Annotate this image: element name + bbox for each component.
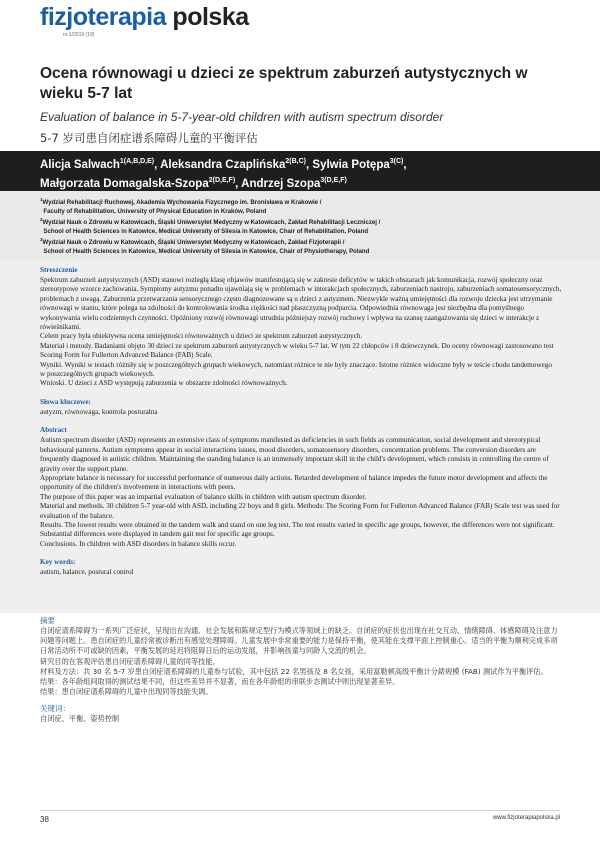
streszczenie-heading: Streszczenie	[40, 266, 78, 274]
affiliation-item	[40, 216, 570, 236]
abstract-paragraph: Results. The lowest results were obtained in the tandem walk and stand on one leg test. The test results varied in specific age groups, however, the differences were not significant. Substantial differences were displayed in tandem gait test for specific age groups.	[40, 520, 555, 539]
author-contrib: 3(D,E,F)	[320, 176, 347, 184]
author-contrib: 2(D,E,F)	[208, 176, 236, 184]
streszczenie-paragraph: Materiał i metody. Badaniami objęto 30 dzieci ze spektrum zaburzeń autystycznych w wieku 5-7 lat. W tym 22 chłopców i 8 dziewczynek. Do oceny równowagi zastosowano test Scoring Form for Fullerton Advanced Balance (FAB) Scale.	[40, 341, 554, 360]
title-polish: Ocena równowagi u dzieci ze spektrum zaburzeń autystycznych w wieku 5-7 lat	[40, 65, 528, 102]
affiliation-line: Wydział Nauk o Zdrowiu w Katowicach, Śląski Uniwersytet Medyczny w Katowicach, Zakład Rehabilitacji Leczniczej /	[42, 219, 381, 227]
abstract-content	[40, 266, 562, 578]
logo-part-fizjoterapia: fizjoterapia	[40, 3, 166, 31]
abstract-paragraph: The purpose of this paper was an impartial evaluation of balance skills in children with autism spectrum disorder.	[40, 492, 367, 501]
author-separator: ,	[235, 177, 242, 190]
title-chinese: 5-7 岁司患自闭症谱系障碍儿童的平衡评估	[40, 131, 258, 145]
key-words-heading: Key words:	[40, 558, 76, 567]
affiliation-item	[40, 236, 570, 256]
author-separator: ,	[403, 158, 407, 171]
author-name: Aleksandra Czaplińska	[160, 158, 286, 171]
slowa-kluczowe-heading: Słowa kluczowe:	[40, 397, 91, 406]
key-words-text: autism, balance, postural control	[40, 568, 134, 577]
logo-part-polska: polska	[165, 3, 249, 31]
affiliation-line: School of Health Sciences in Katowice, Medical University of Silesia in Katowice, Chair of Physiotherapy, Poland	[43, 248, 370, 256]
journal-url[interactable]: www.fizjoterapiapolska.pl	[492, 815, 560, 821]
affiliation-line: Wydział Nauk o Zdrowiu w Katowicach, Śląski Uniwersytet Medyczny w Katowicach, Zakład Fizjoterapii /	[42, 239, 345, 247]
abstract-paragraph: Conclusions. In children with ASD disorders in balance skills occur.	[40, 539, 237, 548]
slowa-kluczowe-text: autyzm, równowaga, kontrola posturalna	[40, 407, 158, 416]
author-separator: ,	[306, 158, 313, 171]
affiliation-item	[40, 196, 570, 216]
footer-divider	[40, 810, 560, 811]
streszczenie-paragraph: Wyniki. Wyniki w testach różniły się w poszczególnych grupach wiekowych, natomiast różnice te nie były znaczące. Istotne różnice widoczne były w teście chodu tandemowego	[40, 360, 552, 369]
issue-number: nr 1/2019 (19)	[63, 32, 95, 38]
streszczenie-paragraph: Spektrum zaburzeń autystycznych (ASD) stanowi rozległą klasę objawów manifestującą się w zakresie deficytów w takich obszarach jak komunikacja, rozwój społeczny oraz stereotypowe wzorce zachowania. Symptomy autyzmu ponadto ujawniają się w problemach w interakcjach społecznych, zaburzeniach nastroju, zaburzeniach somatosensorycznych, problemach z uwagą. Zaburzenia przetwarzania sensorycznego często diagnozowane są u dzieci z autyzmem. Niezwykle ważną umiejętności dla rozwoju dziecka jest utrzymanie równowagi w staniu, które polega na zdolności do kontrolowania środka ciężkości nad płaszczyzną podparcia. Odpowiednia równowaga jest niezbędna dla pomyślnego wykonywania wielu codziennych czynności. Opóźniony rozwój równowagi utrudnia późniejszy rozwój ruchowy i wpływa na szansę zaangażowania się dzieci w interakcje z rówieśnikami.	[40, 276, 562, 332]
author-contrib: 3(C)	[389, 158, 404, 165]
affiliation-line: School of Health Sciences in Katowice, Medical University of Silesia in Katowice, Chair of Rehabilitation, Poland	[43, 227, 369, 235]
affiliation-line: Faculty of Rehabilitation, University of Physical Education in Kraków, Poland	[43, 207, 267, 215]
zh-abstract-paragraph: 研究目的在客观评估患自闭症谱系障碍儿童的同等技能。	[40, 656, 220, 666]
author-name: Andrzej Szopa	[241, 177, 321, 190]
zh-keywords-text: 自闭症、平衡、姿势控制	[40, 714, 120, 724]
zh-keywords-heading: 关键词：	[40, 704, 70, 714]
author-list	[40, 154, 570, 192]
author-contrib: 1(A,B,D,E)	[119, 158, 155, 165]
journal-logo	[40, 3, 249, 31]
abstract-paragraph: Appropriate balance is necessary for successful performance of numerous daily actions. Retarded development of balance impedes the future motor development and affects the opportunity of the children's involvement in interactions with peers.	[40, 473, 548, 492]
streszczenie-paragraph: w poszczególnych grupach wiekowych.	[40, 370, 155, 379]
affiliation-number: 3	[40, 237, 43, 243]
author-line-1	[40, 154, 570, 173]
affiliation-number: 2	[40, 217, 43, 223]
title-english: Evaluation of balance in 5-7-year-old children with autism spectrum disorder	[40, 110, 444, 124]
zh-abstract-paragraph: 材料及方法：共 30 名 5-7 岁患自闭症谱系障碍的儿童参与试验，其中包括 22 名男孩及 8 名女孩，采用富勒顿高级平衡计分錶规模 (FAB) 测试作为平衡评估。	[40, 666, 548, 676]
zh-abstract-paragraph: 结果：各年龄组间取得的测试结果不同，但这些差异并不显著，而在各年龄组的串联步态测试中则出现显著差异。	[40, 677, 400, 687]
affiliation-number: 1	[40, 197, 43, 202]
author-name: Sylwia Potępa	[312, 158, 390, 171]
abstract-paragraph: Material and methods. 30 children 5-7 year-old with ASD, including 22 boys and 8 girls. Methods: The Scoring Form for Fullerton Advanced Balance (FAB) Scale test was used for evaluation of the balance.	[40, 502, 560, 520]
streszczenie-paragraph: Wnioski. U dzieci z ASD występują zaburzenia w obszarze zdolności równoważnych.	[40, 379, 288, 388]
zh-abstract-heading: 摘要	[40, 616, 55, 625]
streszczenie-paragraph: Celem pracy była obiektywna ocena umiejętności równoważnych u dzieci ze spektrum zaburzeń autystycznych.	[40, 332, 363, 341]
zh-abstract-paragraph: 自闭症谱系障碍为一系列广泛症状，呈现出在沟通、社会发展和陈规定型行为模式等领域上的缺乏。自闭症的症状也出现在社交互动、情绪障碍、体感障碍及注意力问题等问题上。患自闭症的儿童经常被诊断出有感觉处理障碍。儿童发展中非常重要的能力是保持平衡，使其能在支撑平面上控制重心。适当的平衡为顺利完成多项日常活动所不可或缺的因素，平衡发展的延迟将阻碍日后的运动发展，并影响孩童与同龄人交流的机会。	[40, 626, 558, 656]
affiliation-list	[40, 196, 570, 257]
abstract-heading: Abstract	[40, 426, 67, 435]
zh-abstract-paragraph: 结果：患自闭症谱系障碍的儿童中出现同等技能失调。	[40, 687, 213, 697]
author-name: Alicja Salwach	[40, 158, 120, 171]
abstract-paragraph: Autism spectrum disorder (ASD) represents an extensive class of symptoms manifested as deficiencies in such fields as communication, social development and stereotypical behavioural patterns. Autism symptoms appear in social interactions issues, mood disorders, somatosensory disorders, concentration problems. The conversion disorders are frequently diagnosed in autistic children. Maintaining the standing balance is an immensely important skill in the child's development, which consists in controlling the centre of gravity over the support plane.	[40, 436, 549, 473]
chinese-abstract	[40, 616, 562, 725]
affiliation-line: Wydział Rehabilitacji Ruchowej, Akademia Wychowania Fizycznego im. Bronisława w Krakowie /	[42, 199, 322, 207]
author-separator: ,	[154, 158, 161, 171]
author-name: Małgorzata Domagalska-Szopa	[40, 177, 209, 190]
author-line-2	[40, 173, 570, 192]
author-contrib: 2(B,C)	[285, 158, 307, 165]
page-number: 38	[40, 815, 49, 824]
